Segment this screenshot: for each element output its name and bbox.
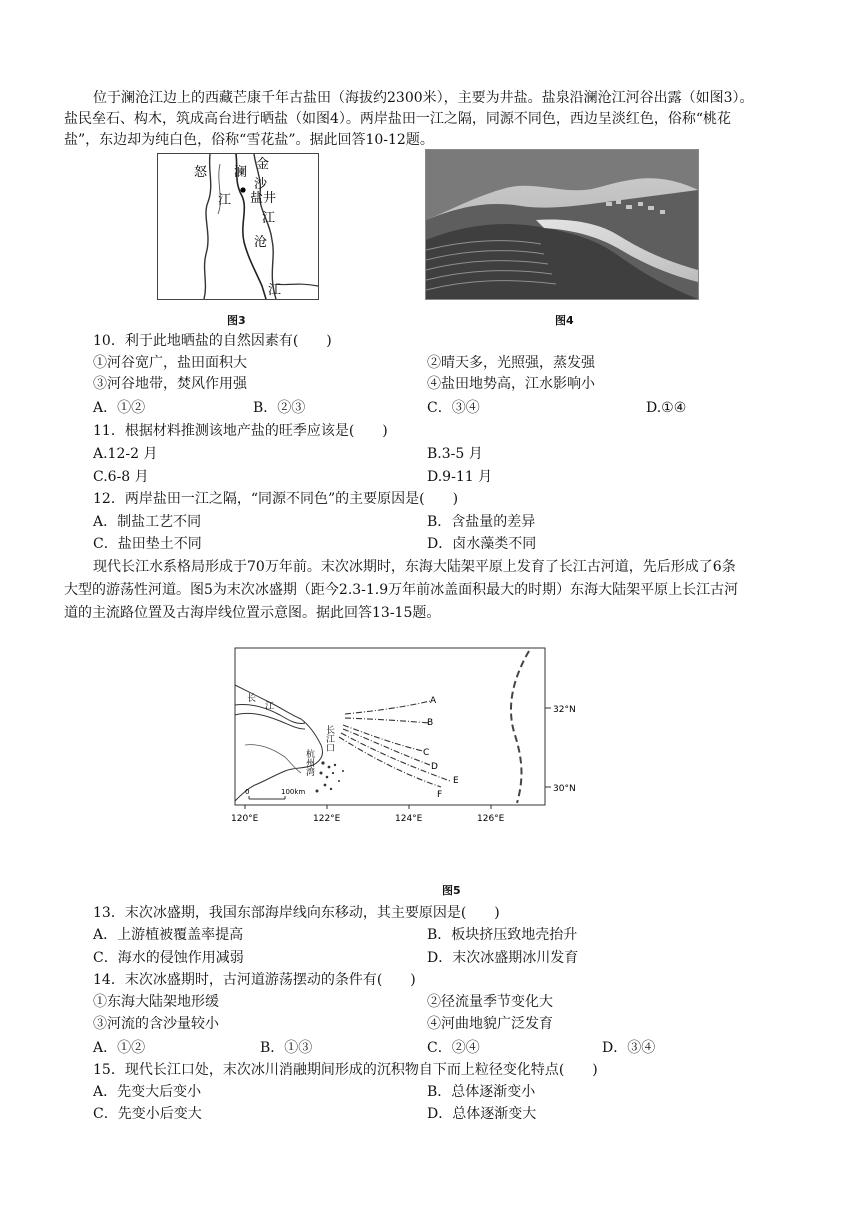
q10-statement-4: ④盐田地势高，江水影响小 [427,376,595,392]
figure-3-caption: 图3 [227,314,246,327]
fig5-lon-120: 120°E [231,814,259,824]
q10-statement-2: ②晴天多，光照强，蒸发强 [427,355,595,371]
q10-option-b[interactable]: B．②③ [253,400,306,416]
figure-4-photo [425,149,699,300]
q11-option-a[interactable]: A.12-2 月 [93,446,158,462]
q13-option-a[interactable]: A．上游植被覆盖率提高 [93,927,244,943]
q12-option-d[interactable]: D．卤水藻类不同 [427,536,537,552]
q14-statement-3: ③河流的含沙量较小 [93,1016,219,1032]
intro-2-line-2: 大型的游荡性河道。图5为末次冰盛期（距今2.3-1.9万年前冰盖面积最大的时期）东海大陆架平原上长江古河 [64,582,739,598]
intro-2-line-1: 现代长江水系格局形成于70万年前。末次冰期时，东海大陆架平原上发育了长江古河道，先后形成了6条 [93,559,736,575]
q13-option-c[interactable]: C．海水的侵蚀作用减弱 [93,950,244,966]
q15-option-d[interactable]: D．总体逐渐变大 [427,1106,537,1122]
fig5-route-label-c: C [423,748,430,758]
fig5-label-hangzhouwan: 杭州湾 [304,749,314,776]
fig3-label-nu: 怒 [194,165,208,180]
q10-stem: 10．利于此地晒盐的自然因素有( ) [93,333,332,349]
figure-5-map [225,645,590,830]
fig5-lon-122: 122°E [313,814,341,824]
q11-option-b[interactable]: B.3-5 月 [427,446,483,462]
q14-statement-2: ②径流量季节变化大 [427,994,553,1010]
fig3-label-sha: 沙 [254,177,268,192]
q15-option-a[interactable]: A．先变大后变小 [93,1084,202,1100]
fig5-scale-100km: 100km [281,788,306,796]
q10-option-c[interactable]: C．③④ [427,400,480,416]
q11-stem: 11．根据材料推测该地产盐的旺季应该是( ) [93,423,388,439]
q11-option-d[interactable]: D.9-11 月 [427,469,493,485]
q12-stem: 12．两岸盐田一江之隔，“同源不同色”的主要原因是( ) [93,491,459,507]
q14-option-a[interactable]: A．①② [93,1040,146,1056]
q13-stem: 13．末次冰盛期，我国东部海岸线向东移动，其主要原因是( ) [93,905,500,921]
fig5-frame [235,648,545,805]
q14-option-d[interactable]: D．③④ [602,1040,656,1056]
figure-4-photo-drawing [426,150,698,299]
fig3-label-jiang: 江 [268,283,282,298]
fig5-label-changjiangkou: 长江口 [324,725,334,752]
q12-option-b[interactable]: B．含盐量的差异 [427,514,536,530]
q14-statement-1: ①东海大陆架地形缓 [93,994,219,1010]
intro-1-line-3: 盐”，东边却为纯白色，俗称“雪花盐”。据此回答10-12题。 [64,132,434,148]
q11-option-c[interactable]: C.6-8 月 [93,469,149,485]
q12-option-c[interactable]: C．盐田垫土不同 [93,536,202,552]
intro-1-line-1: 位于澜沧江边上的西藏芒康千年古盐田（海拔约2300米），主要为井盐。盐泉沿澜沧江河谷出露（如图3）。 [93,90,754,106]
fig3-label-yanjing: 盐井 [250,191,277,206]
fig5-route-label-f: F [437,790,443,800]
fig5-label-chang: 长 [247,694,257,704]
q14-statement-4: ④河曲地貌广泛发育 [427,1016,553,1032]
figure-5-caption: 图5 [442,884,461,897]
intro-2-line-3: 道的主流路位置及古海岸线位置示意图。据此回答13-15题。 [64,605,441,621]
q15-option-b[interactable]: B．总体逐渐变小 [427,1084,536,1100]
intro-1-line-2: 盐民垒石、构木，筑成高台进行晒盐（如图4）。两岸盐田一江之隔，同源不同色，西边呈淡红色，俗称“桃花 [64,111,732,127]
fig5-route-label-a: A [430,696,437,706]
q15-option-c[interactable]: C．先变小后变大 [93,1106,202,1122]
q10-option-d[interactable]: D.①④ [646,400,687,416]
fig5-route-label-b: B [427,718,434,728]
q10-option-a[interactable]: A．①② [93,400,146,416]
fig5-scale-zero: 0 [245,788,250,796]
fig5-lat-30: 30°N [553,784,576,794]
yangtze-river-line [276,284,318,286]
figure-3-map-drawing [158,154,318,299]
fig3-label-cang: 沧 [254,235,268,250]
fig5-lon-124: 124°E [395,814,423,824]
q10-statement-3: ③河谷地带，焚风作用强 [93,376,247,392]
q15-stem: 15．现代长江口处，末次冰川消融期间形成的沉积物自下而上粒径变化特点( ) [93,1062,598,1078]
fig5-route-label-e: E [453,776,459,786]
fig3-label-nu-jiang: 江 [218,193,232,208]
fig3-label-jin: 金 [256,157,270,172]
q12-option-a[interactable]: A．制盐工艺不同 [93,514,202,530]
fig5-lon-126: 126°E [477,814,505,824]
q10-statement-1: ①河谷宽广，盐田面积大 [93,355,247,371]
fig3-label-lan: 澜 [234,165,248,180]
q14-option-b[interactable]: B．①③ [260,1040,313,1056]
figure-3-map [157,153,319,300]
q13-option-b[interactable]: B．板块挤压致地壳抬升 [427,927,578,943]
figure-4-caption: 图4 [555,314,574,327]
fig5-label-jiang: 江 [265,702,275,712]
yanjing-location-dot [240,187,245,192]
fig5-lat-32: 32°N [553,705,576,715]
fig5-route-label-d: D [431,762,438,772]
q13-option-d[interactable]: D．末次冰盛期冰川发育 [427,950,579,966]
q14-option-c[interactable]: C．②④ [427,1040,480,1056]
fig3-label-jinsha-jiang: 江 [262,211,276,226]
q14-stem: 14．末次冰盛期时，古河道游荡摆动的条件有( ) [93,972,416,988]
